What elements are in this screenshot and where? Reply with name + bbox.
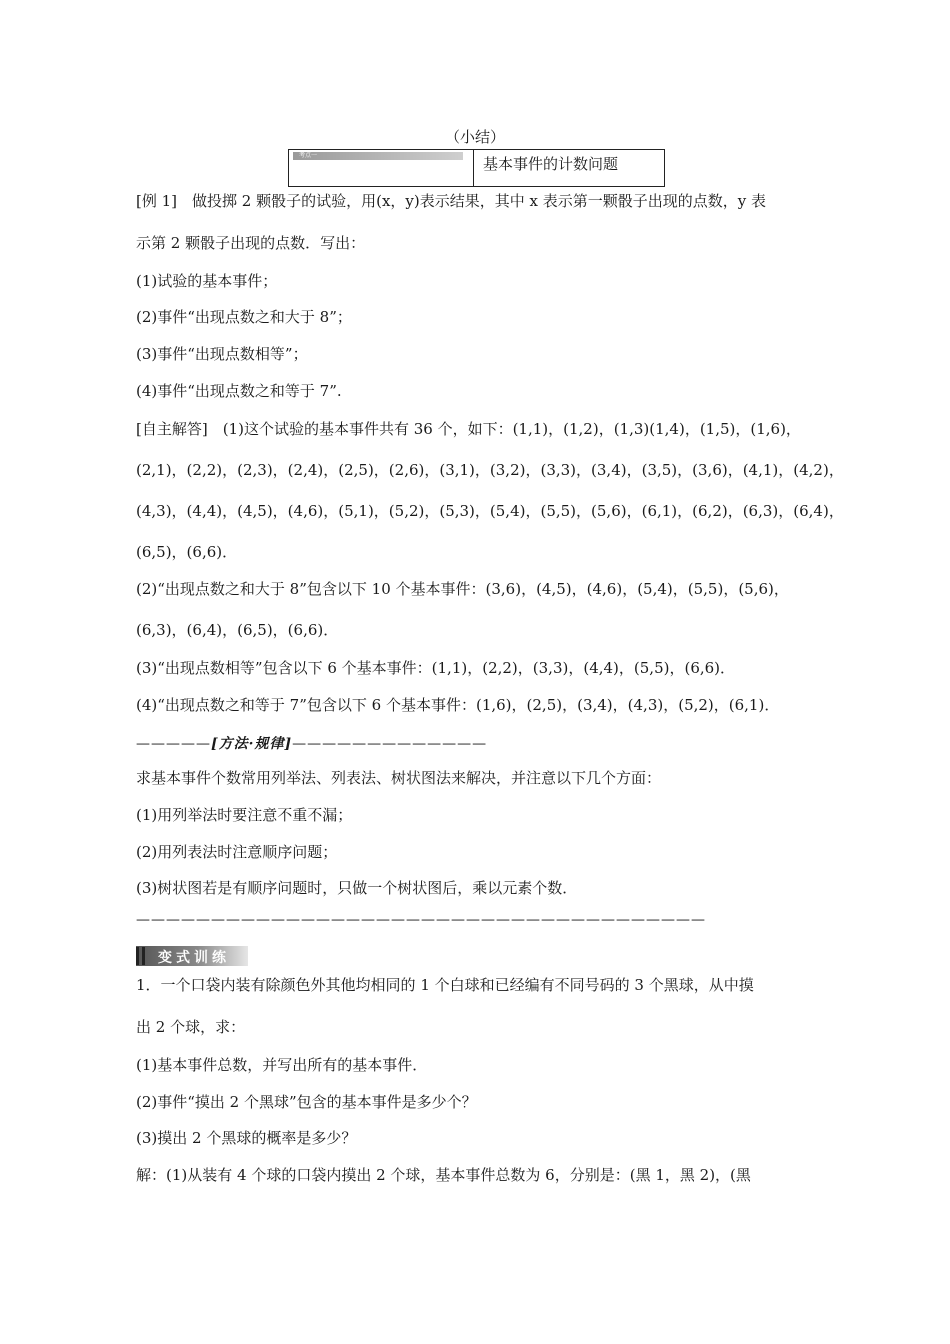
- method-end-rule: ——————————————————————————————————————: [136, 912, 706, 928]
- answer-1-line-3: (4,3)，(4,4)，(4,5)，(4,6)，(5,1)，(5,2)，(5,3)，(5,4)，(5,5)，(5,6)，(6,1)，(6,2)，(6,3)，(6,4)，: [136, 502, 844, 520]
- variant-solution-line-1: 解：(1)从装有 4 个球的口袋内摸出 2 个球，基本事件总数为 6，分别是：(黑 1，黑 2)，(黑: [136, 1166, 751, 1184]
- topic-tag-cell: [289, 150, 474, 186]
- variant-question-line-1: 1．一个口袋内装有除颜色外其他均相同的 1 个白球和已经编有不同号码的 3 个黑球，从中摸: [136, 976, 754, 994]
- answer-1-line-2: (2,1)，(2,2)，(2,3)，(2,4)，(2,5)，(2,6)，(3,1)，(3,2)，(3,3)，(3,4)，(3,5)，(3,6)，(4,1)，(4,2)，: [136, 461, 844, 479]
- banner-bars-icon: [136, 946, 150, 966]
- answer-1-line-4: (6,5)，(6,6)．: [136, 543, 238, 561]
- answer-2-line-1: (2)“出现点数之和大于 8”包含以下 10 个基本事件：(3,6)，(4,5)，(4,6)，(5,4)，(5,5)，(5,6)，: [136, 580, 789, 598]
- example-line-1: [例 1] 做投掷 2 颗骰子的试验，用(x，y)表示结果，其中 x 表示第一颗骰子出现的点数，y 表: [136, 192, 766, 210]
- method-point-2: (2)用列表法时注意顺序问题；: [136, 843, 338, 861]
- summary-heading: （小结）: [444, 128, 505, 146]
- answer-4: (4)“出现点数之和等于 7”包含以下 6 个基本事件：(1,6)，(2,5)，(3,4)，(4,3)，(5,2)，(6,1)．: [136, 696, 780, 714]
- method-intro: 求基本事件个数常用列举法、列表法、树状图法来解决，并注意以下几个方面：: [136, 769, 662, 787]
- variant-question-1: (1)基本事件总数，并写出所有的基本事件．: [136, 1056, 428, 1074]
- variant-banner-label: 变式训练: [158, 950, 230, 966]
- method-label: [方法·规律]: [211, 736, 293, 752]
- topic-box: [288, 149, 665, 187]
- topic-tag-bar: [293, 152, 463, 160]
- method-point-1: (1)用列举法时要注意不重不漏；: [136, 806, 353, 824]
- example-question-1: (1)试验的基本事件；: [136, 272, 278, 290]
- method-dashes-left: —————: [136, 736, 211, 752]
- variant-banner: [136, 946, 248, 966]
- example-line-2: 示第 2 颗骰子出现的点数．写出：: [136, 234, 366, 252]
- variant-question-2: (2)事件“摸出 2 个黑球”包含的基本事件是多少个？: [136, 1093, 477, 1111]
- method-header: [136, 733, 487, 753]
- answer-1-line-1: [自主解答] (1)这个试验的基本事件共有 36 个，如下：(1,1)，(1,2)，(1,3)(1,4)，(1,5)，(1,6)，: [136, 420, 801, 438]
- example-question-2: (2)事件“出现点数之和大于 8”；: [136, 308, 352, 326]
- method-dashes-right: —————————————: [292, 736, 488, 752]
- topic-title: 基本事件的计数问题: [483, 155, 619, 173]
- method-point-3: (3)树状图若是有顺序问题时，只做一个树状图后，乘以元素个数．: [136, 879, 578, 897]
- example-question-3: (3)事件“出现点数相等”；: [136, 345, 308, 363]
- answer-2-line-2: (6,3)，(6,4)，(6,5)，(6,6)．: [136, 621, 339, 639]
- variant-question-3: (3)摸出 2 个黑球的概率是多少？: [136, 1129, 357, 1147]
- answer-3: (3)“出现点数相等”包含以下 6 个基本事件：(1,1)，(2,2)，(3,3)，(4,4)，(5,5)，(6,6)．: [136, 659, 736, 677]
- example-question-4: (4)事件“出现点数之和等于 7”.: [136, 382, 342, 400]
- topic-tag-label: 考点一: [299, 152, 318, 159]
- variant-question-line-2: 出 2 个球，求：: [136, 1018, 246, 1036]
